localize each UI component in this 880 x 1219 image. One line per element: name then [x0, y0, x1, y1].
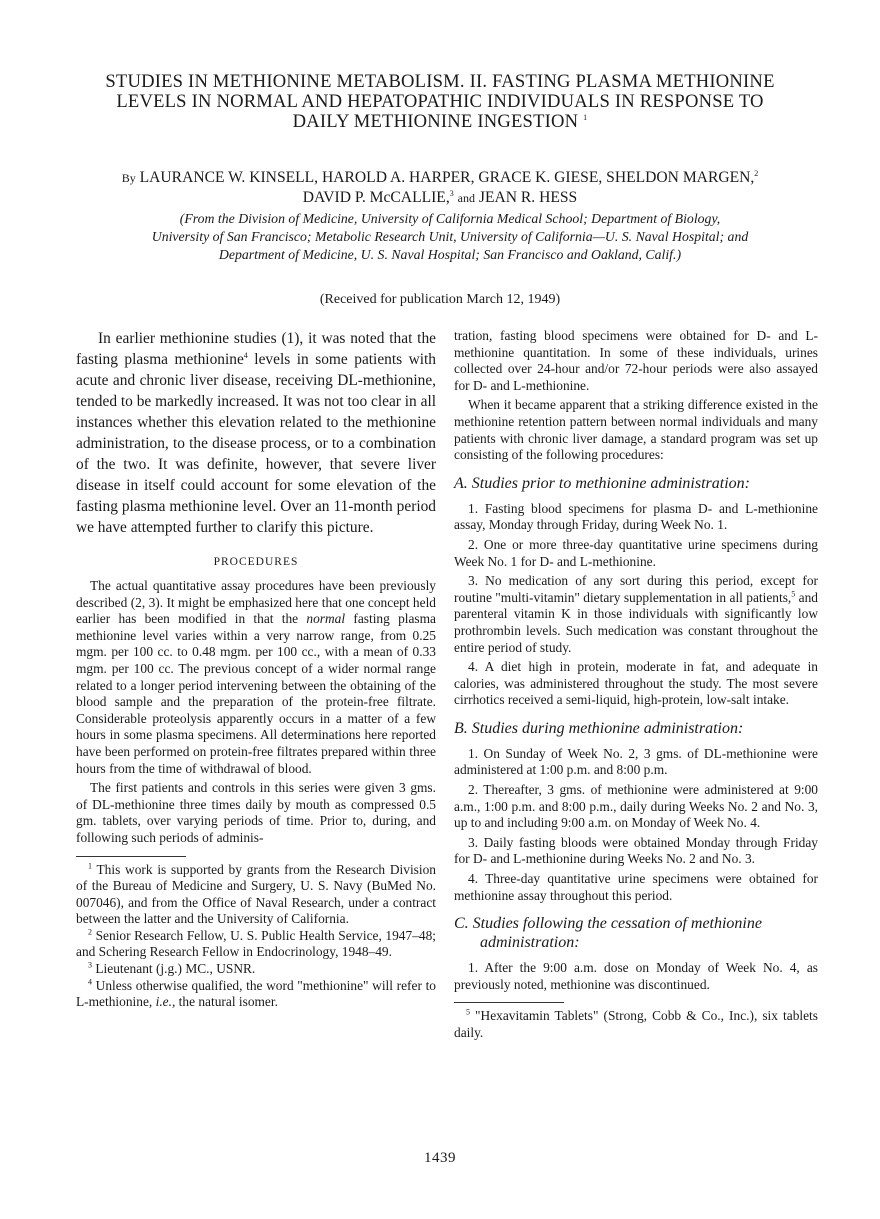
right-column: [454, 328, 818, 1042]
title-footnote-mark: 1: [583, 112, 588, 122]
article-title: STUDIES IN METHIONINE METABOLISM. II. FASTING PLASMA METHIONINE LEVELS IN NORMAL AND HEPATOPATHIC INDIVIDUALS IN RESPONSE TO DAILY METHIONINE INGESTION $^1$: [105, 71, 775, 132]
footnote-3: $^3$ Lieutenant (j.g.) MC., USNR.: [88, 960, 256, 977]
section-c-item-1: 1. After the 9:00 a.m. dose on Monday of Week No. 4, as previously noted, methionine was discontinued.: [454, 960, 818, 992]
footnote-divider: [76, 856, 186, 857]
footnote-4: $^4$ Unless otherwise qualified, the word "methionine" will refer to L-methionine, i.e., the natural isomer.: [76, 977, 436, 1010]
footnote-divider-right: [454, 1002, 564, 1003]
footnote-2: $^2$ Senior Research Fellow, U. S. Public Health Service, 1947–48; and Schering Research Fellow in Endocrinology, 1948–49.: [76, 927, 436, 960]
section-a-item-2: 2. One or more three-day quantitative urine specimens during Week No. 1 for D- and L-methionine.: [454, 536, 818, 569]
section-b-item-2: 2. Thereafter, 3 gms. of methionine were administered at 9:00 a.m., 1:00 p.m. and 8:00 p.m., daily during Weeks No. 2 and No. 3, up to and including 9:00 a.m. on Monday of Week No. 4.: [454, 782, 818, 831]
intro-paragraph: In earlier methionine studies (1), it was noted that the fasting plasma methionine$^4$ levels in some patients with acute and chronic liver disease, receiving DL-methionine, tended to be markedly increased. It was not too clear in all instances whether this elevation related to the methionine administration, to the disease process, or to a combination of the two. It was definite, however, that severe liver disease in itself could account for some elevation of the fasting plasma methionine level. Over an 11-month period we have attempted further to clarify this picture.: [76, 330, 437, 536]
section-c-heading: C. Studies following the cessation of methionine administration:: [454, 915, 762, 952]
section-b-item-4: 4. Three-day quantitative urine specimens were obtained for methionine assay throughout this period.: [454, 871, 818, 903]
section-b-item-1: 1. On Sunday of Week No. 2, 3 gms. of DL-methionine were administered at 1:00 p.m. and 8:00 p.m.: [454, 745, 818, 778]
section-a-item-3: 3. No medication of any sort during this period, except for routine "multi-vitamin" dietary supplementation in all patients,$^5$ and parenteral vitamin K in those individuals with significantly low prothrombin levels. Such medication was constant throughout the entire period of study.: [454, 573, 818, 655]
page-number: 1439: [424, 1150, 456, 1166]
procedures-paragraph-2: The first patients and controls in this series were given 3 gms. of DL-methionine three times daily by mouth as compressed 0.5 gm. tablets, over varying periods of time. Prior to, during, and following such periods of adminis-: [76, 780, 436, 845]
section-b-item-3: 3. Daily fasting bloods were obtained Monday through Friday for D- and L-methionine during Weeks No. 2 and No. 3.: [454, 834, 818, 867]
continuation-paragraph: tration, fasting blood specimens were obtained for D- and L-methionine quantitation. In some of these individuals, urines collected over 24-hour and/or 72-hour periods were also assayed for D- and L-methionine.: [454, 328, 818, 393]
left-column: [76, 328, 436, 1011]
section-a-item-1: 1. Fasting blood specimens for plasma D- and L-methionine assay, Monday through Friday, during Week No. 1.: [454, 500, 818, 533]
procedures-paragraph: The actual quantitative assay procedures have been previously described (2, 3). It might be emphasized here that one concept held earlier has been modified in that the normal fasting plasma methionine level varies within a very narrow range, from 0.25 mgm. per 100 cc. to 0.48 mgm. per 100 cc., with a mean of 0.33 mgm. per 100 cc. The previous concept of a wider normal range related to a longer period intervening between the obtaining of the blood sample and the preparation of the protein-free filtrate. Considerable proteolysis apparently occurs in a matter of a few hours in some plasma specimens. All determinations here reported have been performed on protein-free filtrates prepared within three hours from the time of withdrawal of blood.: [76, 578, 437, 776]
program-paragraph: When it became apparent that a striking difference existed in the methionine retention pattern between normal individuals and many patients with chronic liver damage, a standard program was set up consisting of the following procedures:: [454, 397, 818, 463]
procedures-heading: PROCEDURES: [213, 556, 299, 568]
affiliation: (From the Division of Medicine, University of California Medical School; Department of Biology, University of San Francisco; Metabolic Research Unit, University of California—U. S. Naval Hospital; and Department of Medicine, U. S. Naval Hospital; San Francisco and Oakland, Calif.): [151, 211, 749, 262]
section-a-heading: A. Studies prior to methionine administration:: [454, 474, 750, 492]
author-list: By LAURANCE W. KINSELL, HAROLD A. HARPER, GRACE K. GIESE, SHELDON MARGEN,$^2$ DAVID P. McCALLIE,$^3$ and JEAN R. HESS: [121, 168, 759, 206]
footnote-1: $^1$ This work is supported by grants from the Research Division of the Bureau of Medicine and Surgery, U. S. Navy (BuMed No. 007046), and from the Office of Naval Research, under a contract between the latter and the University of California.: [76, 861, 436, 927]
footnote-5: $^5$ "Hexavitamin Tablets" (Strong, Cobb & Co., Inc.), six tablets daily.: [454, 1007, 818, 1040]
received-date: (Received for publication March 12, 1949): [319, 292, 561, 307]
section-a-item-4: 4. A diet high in protein, moderate in fat, and adequate in calories, was administered throughout the study. The most severe cirrhotics received a semi-liquid, high-protein, low-salt intake.: [454, 659, 818, 708]
section-b-heading: B. Studies during methionine administration:: [454, 719, 744, 737]
